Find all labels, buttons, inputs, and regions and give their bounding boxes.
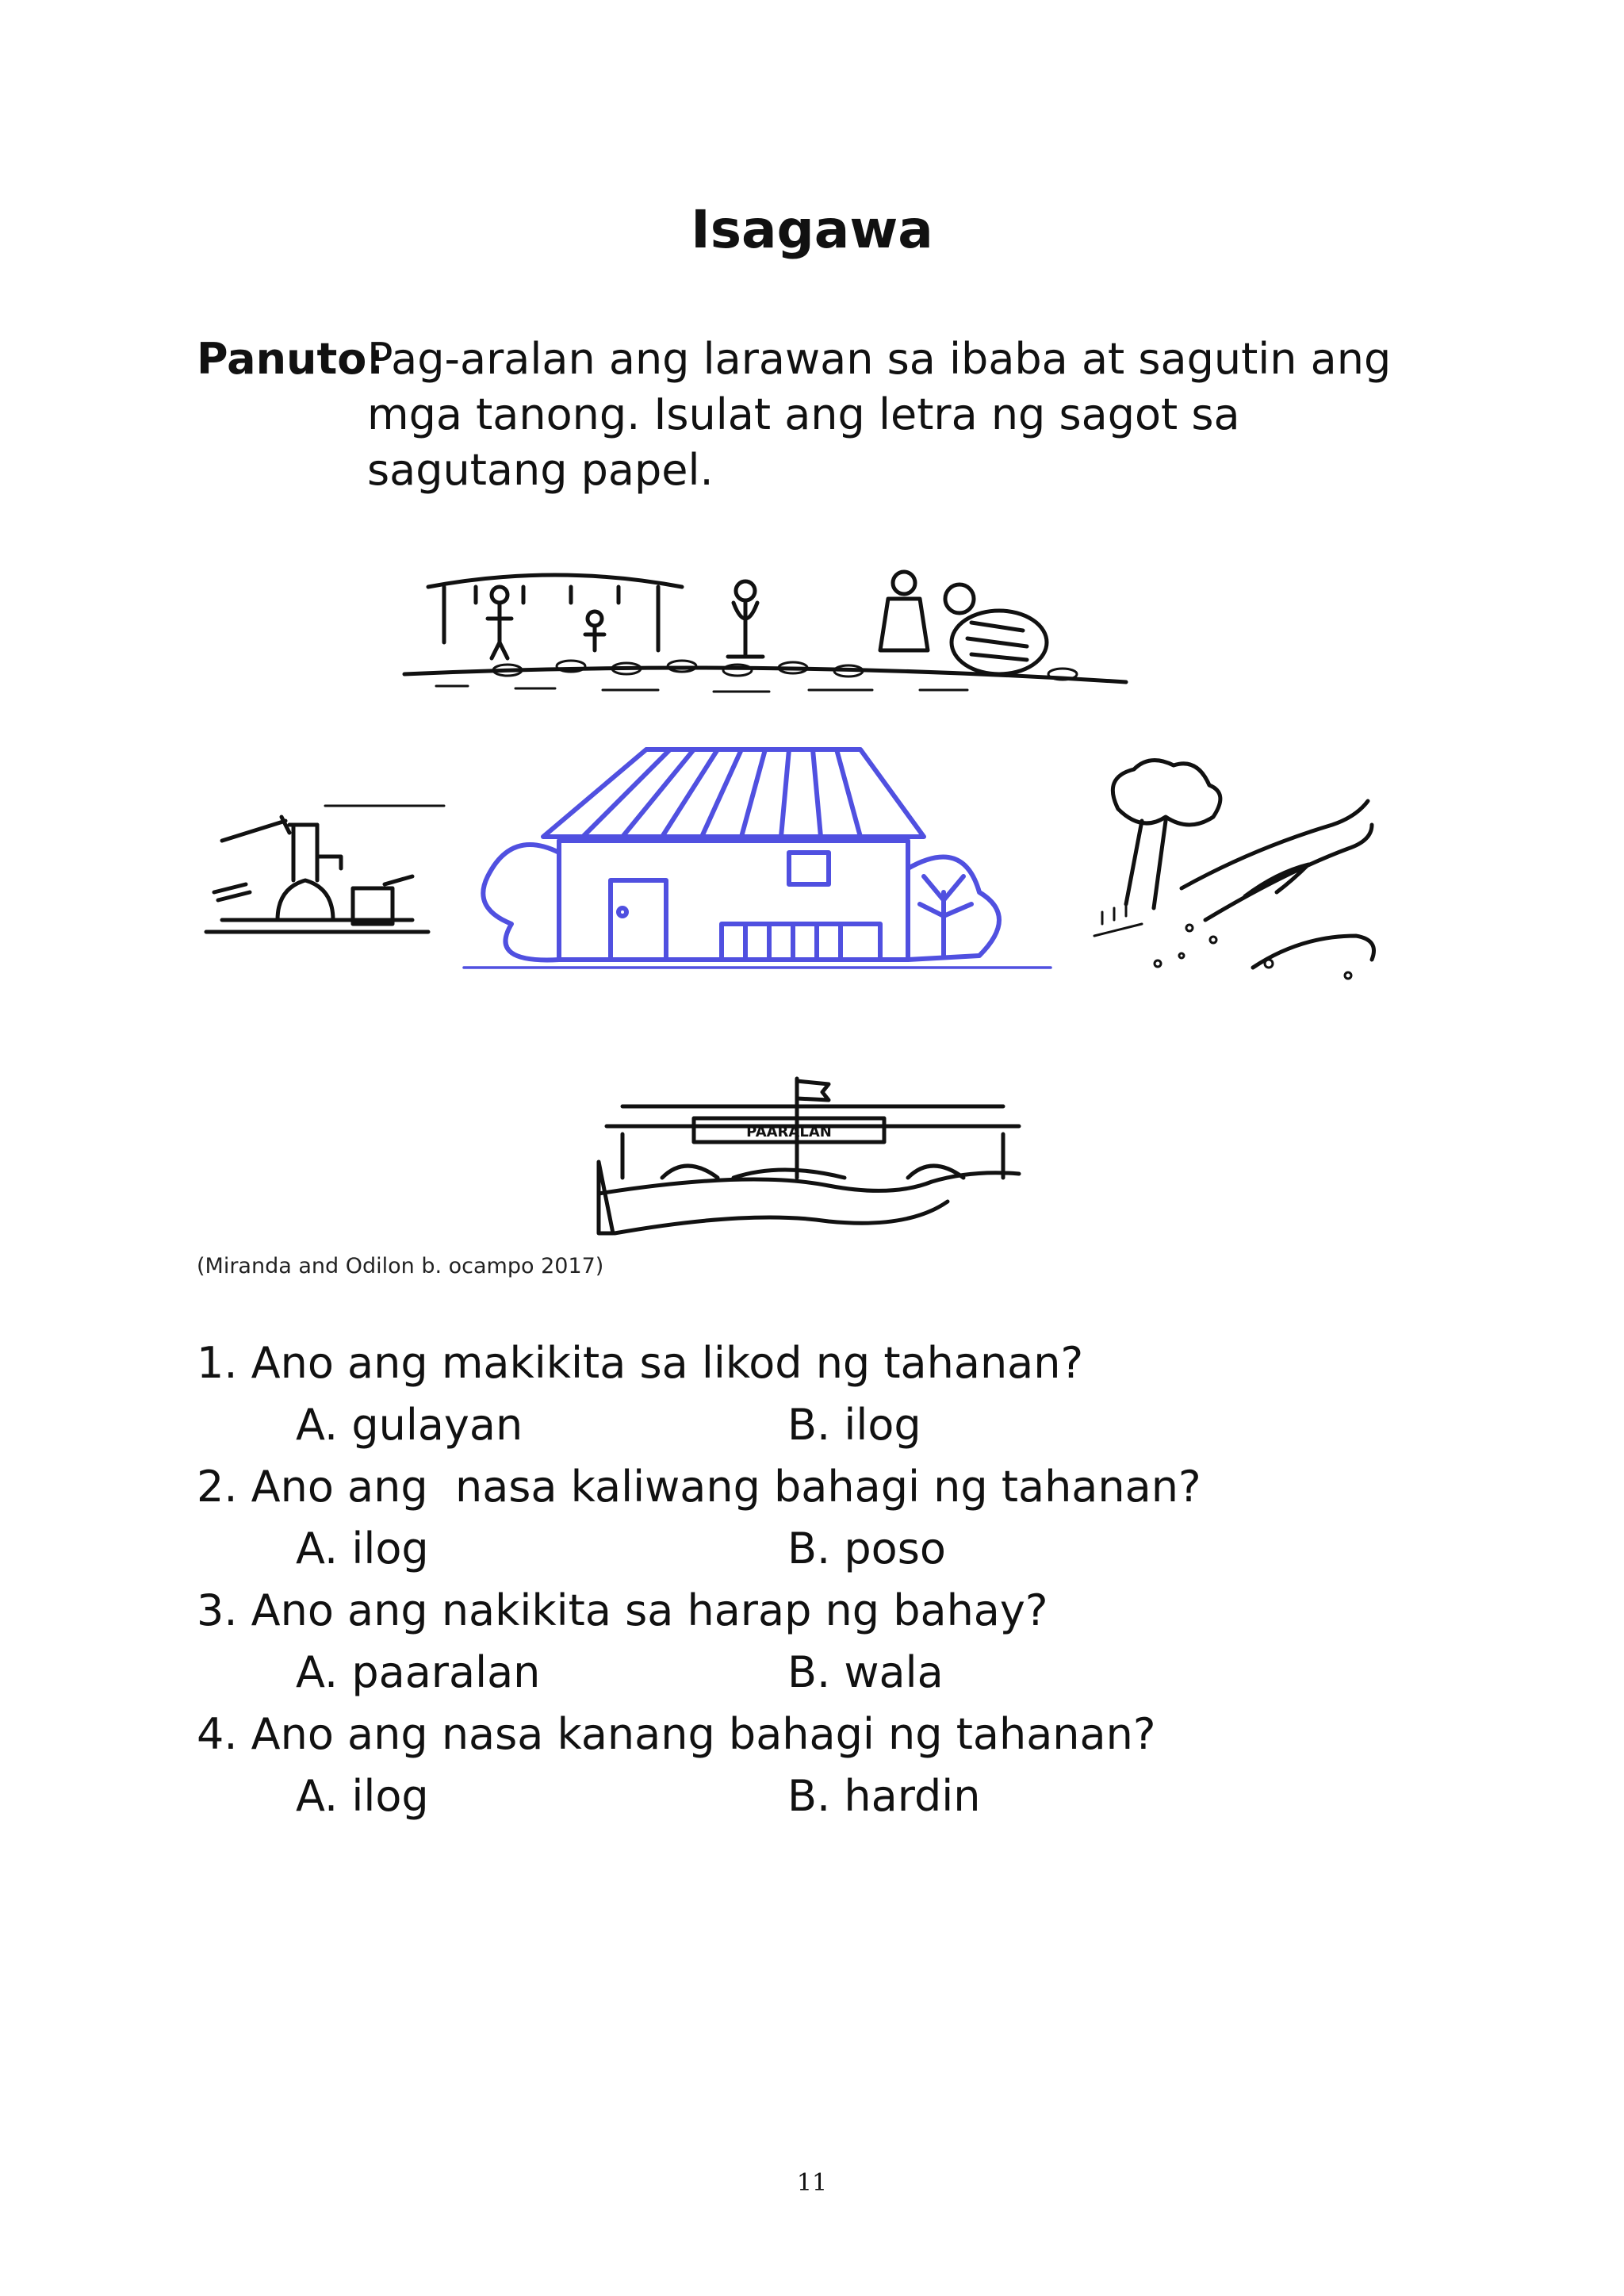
option-b: B. hardin bbox=[787, 1771, 981, 1821]
option-b: B. ilog bbox=[787, 1400, 921, 1450]
image-credit: (Miranda and Odilon b. ocampo 2017) bbox=[197, 1254, 604, 1278]
question-item bbox=[197, 1456, 1465, 1580]
instruction-label: Panuto: bbox=[197, 334, 384, 384]
question-text: 4. Ano ang nasa kanang bahagi ng tahanan? bbox=[197, 1709, 1156, 1759]
school-sign: PAARALAN bbox=[746, 1124, 832, 1140]
question-item bbox=[197, 1580, 1465, 1704]
question-text: 1. Ano ang makikita sa likod ng tahanan? bbox=[197, 1338, 1084, 1388]
answer-options bbox=[197, 1765, 1465, 1827]
garden-illustration bbox=[396, 555, 1126, 698]
instruction-line: sagutang papel. bbox=[367, 445, 714, 495]
school-illustration bbox=[591, 1075, 1035, 1241]
question-list bbox=[197, 1332, 1465, 1827]
house-illustration bbox=[464, 734, 1051, 979]
option-b: B. wala bbox=[787, 1647, 944, 1697]
answer-options bbox=[197, 1518, 1465, 1580]
option-a: A. ilog bbox=[296, 1524, 429, 1573]
instruction-line: mga tanong. Isulat ang letra ng sagot sa bbox=[367, 389, 1240, 439]
instruction-text bbox=[367, 332, 1422, 498]
option-a: A. paaralan bbox=[296, 1647, 541, 1697]
instruction-line: Pag-aralan ang larawan sa ibaba at sagutin ang bbox=[367, 334, 1392, 384]
answer-options bbox=[197, 1642, 1465, 1704]
page-number: 11 bbox=[796, 2169, 828, 2197]
page-title: Isagawa bbox=[691, 199, 933, 260]
question-text: 3. Ano ang nakikita sa harap ng bahay? bbox=[197, 1585, 1048, 1635]
question-item bbox=[197, 1704, 1465, 1827]
question-text: 2. Ano ang nasa kaliwang bahagi ng tahanan? bbox=[197, 1462, 1201, 1512]
question-item bbox=[197, 1332, 1465, 1456]
option-a: A. gulayan bbox=[296, 1400, 523, 1450]
river-illustration bbox=[1094, 753, 1380, 983]
water-pump-illustration bbox=[198, 801, 452, 944]
option-a: A. ilog bbox=[296, 1771, 429, 1821]
option-b: B. poso bbox=[787, 1524, 946, 1573]
answer-options bbox=[197, 1394, 1465, 1456]
